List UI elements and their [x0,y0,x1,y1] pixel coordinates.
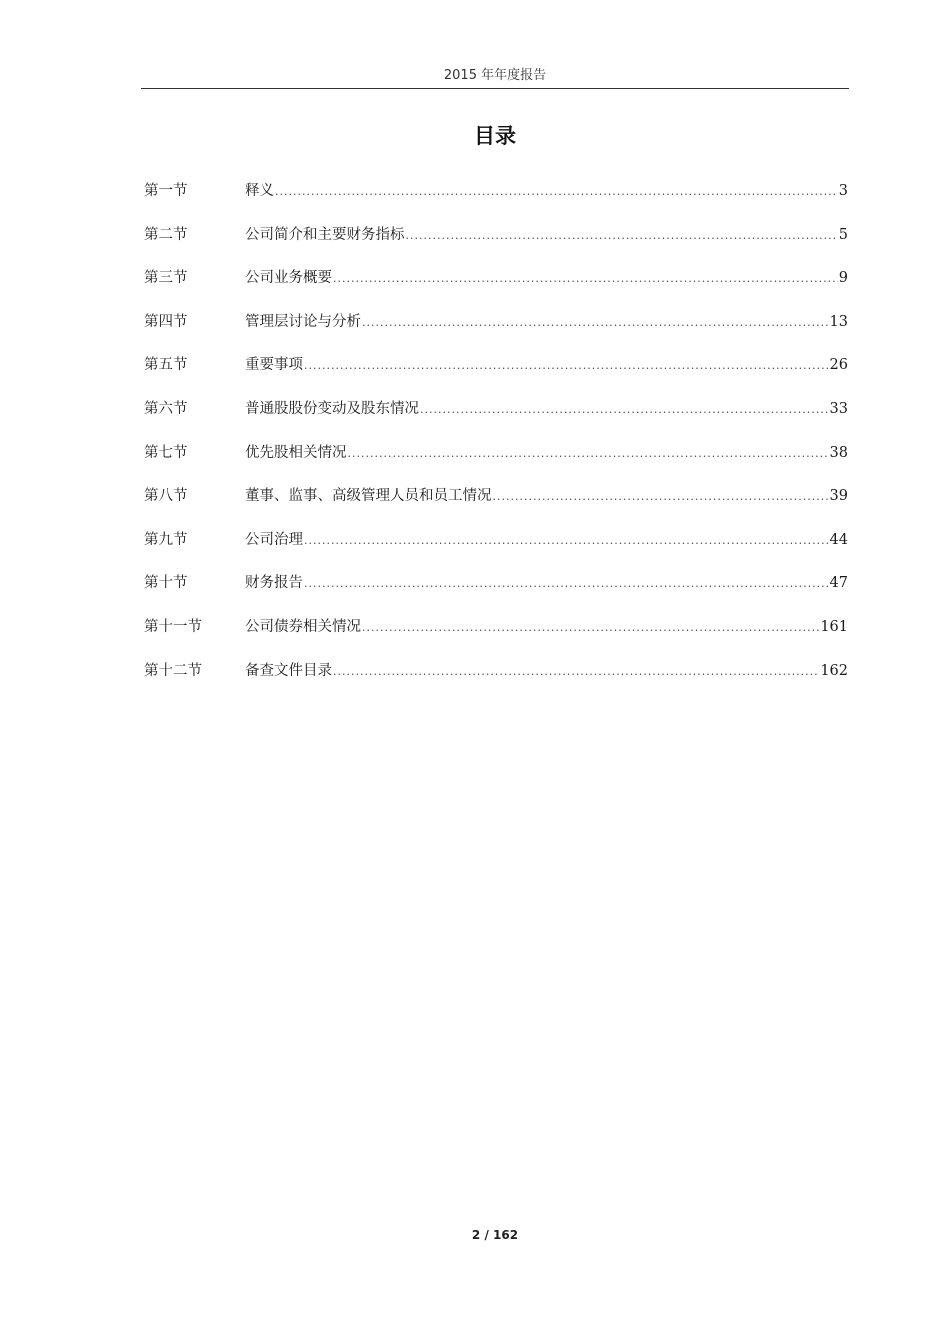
toc-page-number[interactable]: 47 [829,575,848,592]
toc-section-number: 第四节 [144,313,188,330]
toc-entry[interactable] [144,614,848,658]
toc-section-number: 第八节 [144,488,188,505]
toc-dot-leader [362,310,829,336]
toc-section-title[interactable]: 公司债券相关情况 [245,618,361,635]
toc-entry[interactable] [144,309,848,353]
toc-section-title[interactable]: 优先股相关情况 [245,444,347,461]
toc-entry[interactable] [144,527,848,571]
table-of-contents [144,178,848,701]
toc-entry[interactable] [144,658,848,702]
toc-section-number: 第十二节 [144,662,202,679]
page-number: 2 / 162 [471,1228,519,1242]
page-footer [0,1228,950,1242]
toc-entry[interactable] [144,570,848,614]
toc-dot-leader [333,266,838,292]
toc-section-title[interactable]: 普通股股份变动及股东情况 [245,400,419,417]
toc-dot-leader [304,353,829,379]
toc-entry[interactable] [144,178,848,222]
toc-page-number[interactable]: 162 [820,662,848,679]
toc-page-number[interactable]: 39 [829,488,848,505]
toc-section-number: 第一节 [144,183,188,199]
toc-section-number: 第十一节 [144,618,202,635]
report-title: 2015 年年度报告 [443,68,547,83]
toc-page-number[interactable]: 3 [838,183,848,199]
toc-section-number: 第三节 [144,270,188,287]
toc-page-number[interactable]: 44 [829,531,848,548]
toc-section-number: 第六节 [144,400,188,417]
toc-dot-leader [406,223,838,249]
toc-dot-leader [420,397,829,423]
page-header [141,66,849,89]
toc-section-number: 第十节 [144,575,188,592]
toc-section-title[interactable]: 备查文件目录 [245,662,332,679]
toc-page-number[interactable]: 5 [838,226,848,243]
toc-dot-leader [304,528,829,554]
toc-section-title[interactable]: 公司业务概要 [245,270,332,287]
toc-page-number[interactable]: 26 [829,357,848,374]
toc-dot-leader [275,179,838,205]
toc-page-number[interactable]: 13 [829,313,848,330]
toc-page-number[interactable]: 38 [829,444,848,461]
toc-section-number: 第七节 [144,444,188,461]
toc-section-title[interactable]: 董事、监事、高级管理人员和员工情况 [245,488,492,505]
toc-title: 目录 [474,124,516,148]
toc-section-title[interactable]: 重要事项 [245,357,303,374]
toc-section-number: 第五节 [144,357,188,374]
toc-section-title[interactable]: 释义 [245,183,274,199]
toc-section-title[interactable]: 公司治理 [245,531,303,548]
toc-page-number[interactable]: 161 [820,618,848,635]
toc-entry[interactable] [144,352,848,396]
toc-section-number: 第二节 [144,226,188,243]
toc-section-title[interactable]: 公司简介和主要财务指标 [245,226,405,243]
toc-section-number: 第九节 [144,531,188,548]
toc-dot-leader [348,441,829,467]
toc-dot-leader [304,571,829,597]
toc-dot-leader [362,615,819,641]
toc-page-number[interactable]: 9 [838,270,848,287]
toc-entry[interactable] [144,222,848,266]
toc-entry[interactable] [144,396,848,440]
toc-section-title[interactable]: 财务报告 [245,575,303,592]
toc-entry[interactable] [144,483,848,527]
toc-dot-leader [493,484,829,510]
toc-entry[interactable] [144,440,848,484]
toc-page-number[interactable]: 33 [829,400,848,417]
toc-entry[interactable] [144,265,848,309]
toc-section-title[interactable]: 管理层讨论与分析 [245,313,361,330]
toc-dot-leader [333,659,819,685]
